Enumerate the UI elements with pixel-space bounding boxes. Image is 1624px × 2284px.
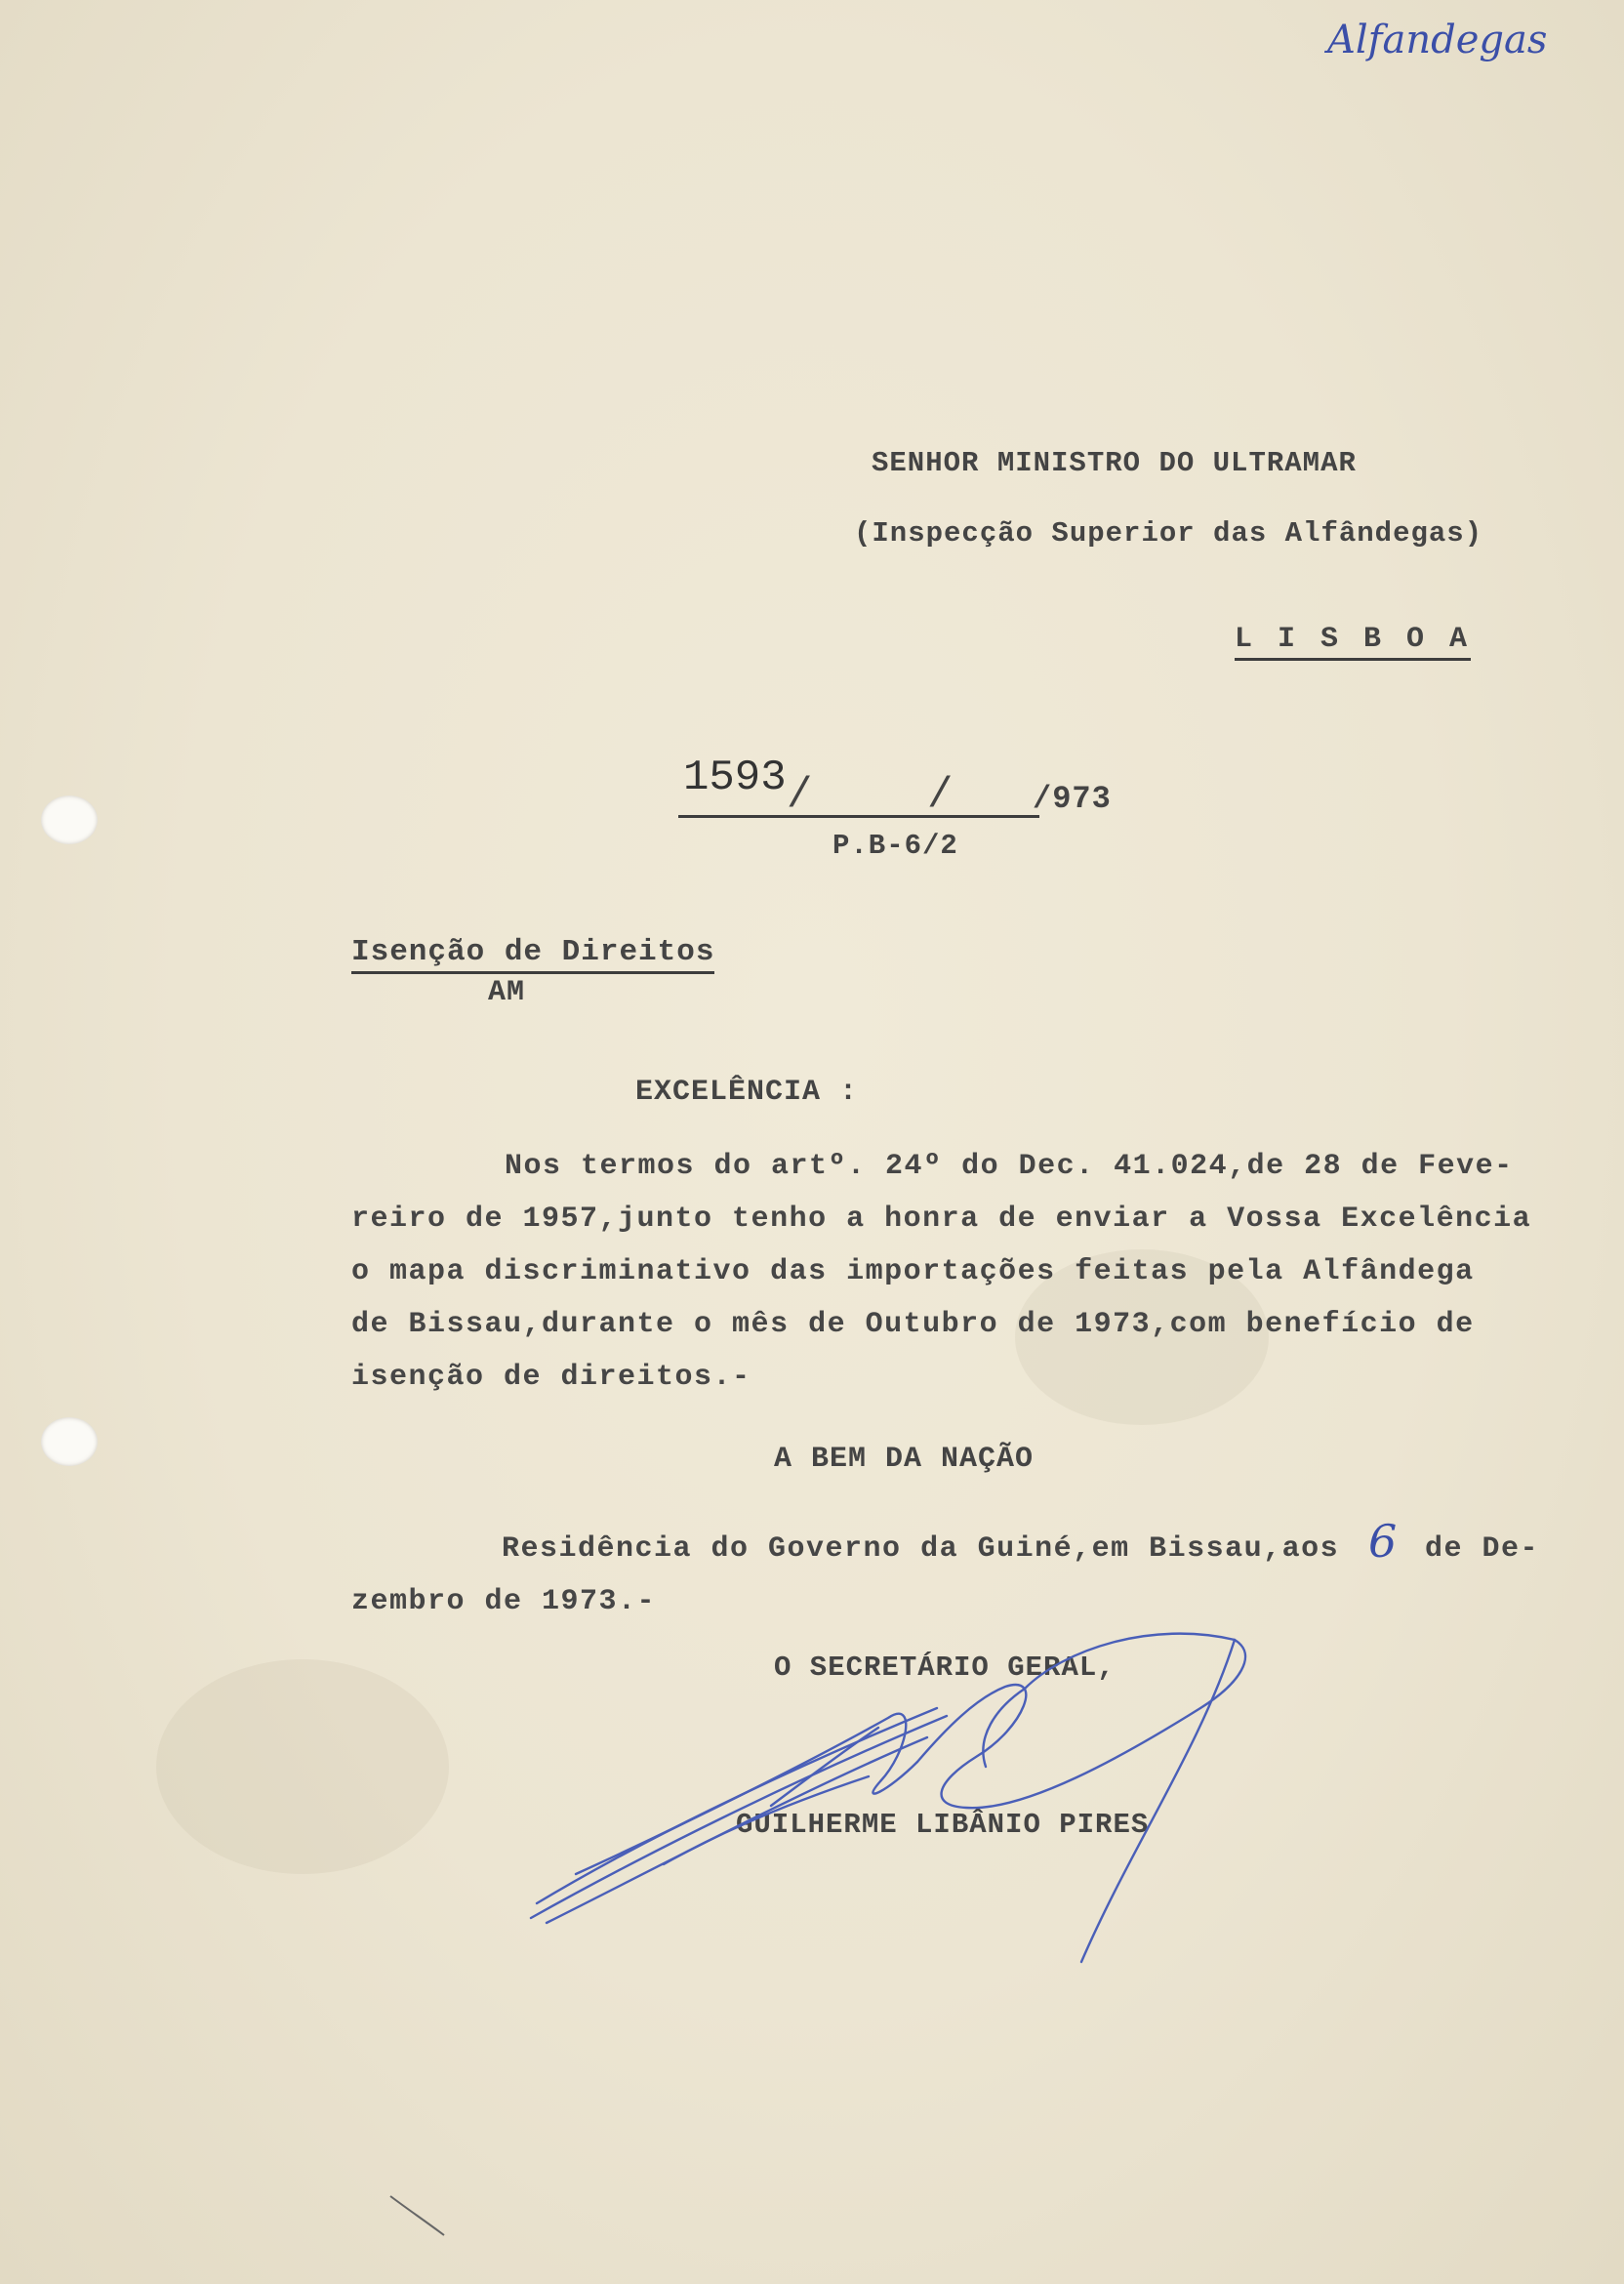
reference-rule	[678, 815, 1039, 818]
body-line-3: o mapa discriminativo das importações feitas pela Alfândega	[351, 1255, 1475, 1288]
punch-hole-lower	[41, 1417, 98, 1466]
dateline-text: Residência do Governo da Guiné,em Bissau,aos	[502, 1532, 1340, 1566]
reference-separator-2: /	[927, 771, 954, 820]
recipient-line-1: SENHOR MINISTRO DO ULTRAMAR	[872, 447, 1357, 479]
body-line-2: reiro de 1957,junto tenho a honra de enviar a Vossa Excelência	[351, 1203, 1532, 1236]
signatory-name: GUILHERME LIBÂNIO PIRES	[736, 1809, 1150, 1841]
reference-separator-1: /	[787, 771, 814, 820]
dateline-line-2: zembro de 1973.-	[351, 1585, 657, 1618]
salutation: EXCELÊNCIA :	[635, 1076, 859, 1109]
stray-mark	[381, 2186, 459, 2245]
recipient-city: L I S B O A	[1235, 623, 1471, 661]
body-line-4: de Bissau,durante o mês de Outubro de 1973,com benefício de	[351, 1308, 1475, 1341]
closing-phrase: A BEM DA NAÇÃO	[774, 1443, 1035, 1476]
signatory-title: O SECRETÁRIO GERAL,	[774, 1652, 1116, 1684]
paper-stain	[156, 1659, 449, 1874]
subject-initials: AM	[488, 976, 526, 1009]
reference-number: 1593	[683, 754, 787, 802]
body-line-5: isenção de direitos.-	[351, 1361, 751, 1394]
subject-title: Isenção de Direitos	[351, 935, 714, 974]
handwritten-annotation: Alfandegas	[1327, 18, 1548, 62]
punch-hole-upper	[41, 795, 98, 844]
reference-year: /973	[1033, 781, 1112, 817]
body-line-1: Nos termos do artº. 24º do Dec. 41.024,de 28 de Feve-	[505, 1150, 1514, 1183]
recipient-line-2: (Inspecção Superior das Alfândegas)	[854, 517, 1483, 550]
dateline-month-start: de De-	[1425, 1532, 1540, 1566]
handwritten-day: 6	[1368, 1515, 1398, 1568]
handwritten-signature	[517, 1581, 1259, 2011]
reference-code: P.B-6/2	[832, 830, 958, 862]
